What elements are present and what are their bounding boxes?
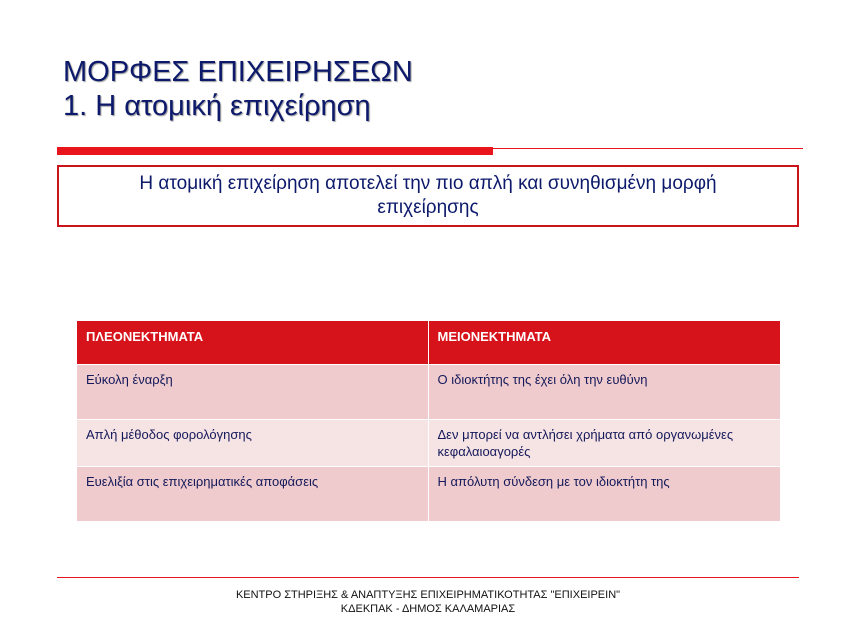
intro-box — [57, 165, 799, 227]
table-row — [77, 467, 781, 522]
advantage-cell: Ευελιξία στις επιχειρηματικές αποφάσεις — [77, 467, 429, 522]
title-divider-thin — [493, 148, 803, 149]
advantage-cell: Εύκολη έναρξη — [77, 365, 429, 420]
disadvantage-cell: Η απόλυτη σύνδεση με τον ιδιοκτήτη της — [428, 467, 781, 522]
title-line-1: ΜΟΡΦΕΣ ΕΠΙΧΕΙΡΗΣΕΩΝ — [63, 56, 413, 88]
slide-title — [63, 55, 803, 123]
title-divider-thick — [57, 147, 493, 155]
header-disadvantages: ΜΕΙΟΝΕΚΤΗΜΑΤΑ — [428, 321, 781, 365]
advantage-cell: Απλή μέθοδος φορολόγησης — [77, 420, 429, 467]
footer-line-2: ΚΔΕΚΠΑΚ - ΔΗΜΟΣ ΚΑΛΑΜΑΡΙΑΣ — [340, 603, 516, 615]
table-header-row — [77, 321, 781, 365]
footer-line-1: ΚΕΝΤΡΟ ΣΤΗΡΙΞΗΣ & ΑΝΑΠΤΥΞΗΣ ΕΠΙΧΕΙΡΗΜΑΤΙΚΟΤΗΤΑΣ "ΕΠΙΧΕΙΡΕΙΝ" — [235, 589, 621, 601]
title-line-2: 1. Η ατομική επιχείρηση — [63, 90, 371, 122]
footer-divider — [57, 577, 799, 578]
table-row — [77, 365, 781, 420]
disadvantage-cell: Δεν μπορεί να αντλήσει χρήματα από οργανωμένες κεφαλαιοαγορές — [428, 420, 781, 467]
disadvantage-cell: Ο ιδιοκτήτης της έχει όλη την ευθύνη — [428, 365, 781, 420]
pros-cons-table — [76, 320, 781, 522]
footer — [57, 588, 799, 616]
intro-text: Η ατομική επιχείρηση αποτελεί την πιο απλή και συνηθισμένη μορφή επιχείρησης — [139, 173, 717, 218]
header-advantages: ΠΛΕΟΝΕΚΤΗΜΑΤΑ — [77, 321, 429, 365]
table-row — [77, 420, 781, 467]
